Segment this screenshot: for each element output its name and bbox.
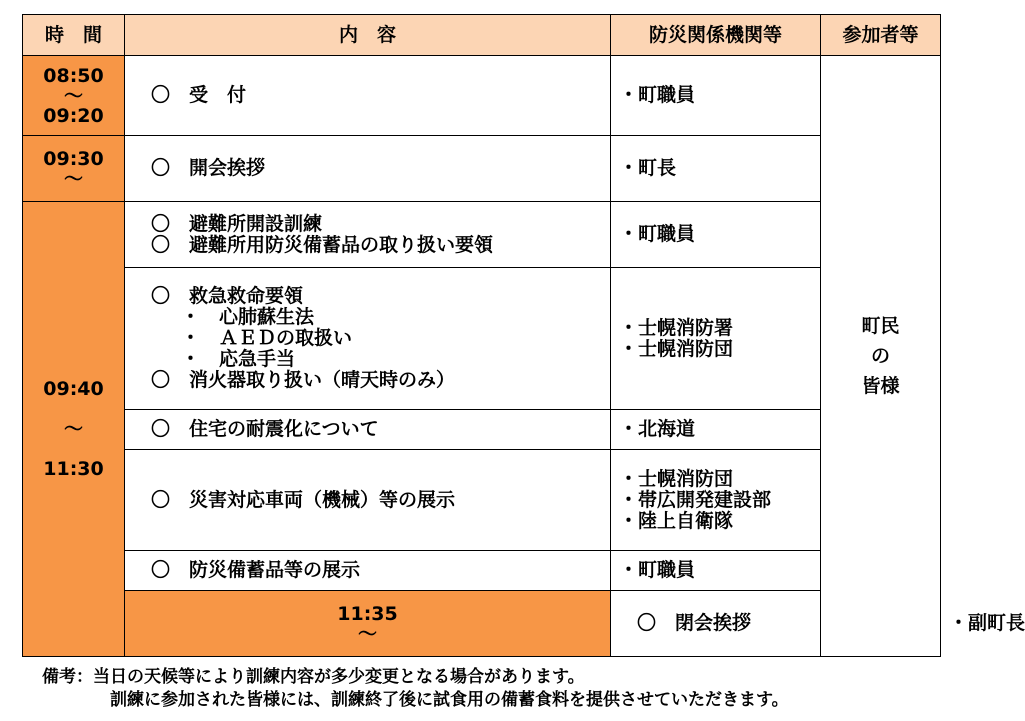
org-cell: ・士幌消防署 ・士幌消防団 — [611, 268, 821, 410]
participants-cell: 町民 の 皆様 — [821, 56, 941, 657]
header-row — [23, 15, 941, 56]
schedule-table — [22, 14, 1025, 657]
table-row: 11:35 ～ 〇 閉会挨拶 ・副町長 — [23, 591, 941, 657]
table-row — [23, 551, 941, 591]
time-cell: 09:30 ～ — [23, 136, 125, 202]
table-row — [23, 136, 941, 202]
content-cell: 〇 災害対応車両（機械）等の展示 — [125, 450, 611, 551]
table-row — [23, 268, 941, 410]
header-time: 時 間 — [23, 15, 125, 56]
table-row — [23, 56, 941, 136]
time-cell: 11:35 ～ — [125, 591, 611, 657]
content-cell: 〇 閉会挨拶 — [611, 591, 821, 657]
org-cell: ・北海道 — [611, 410, 821, 450]
content-cell: 〇 防災備蓄品等の展示 — [125, 551, 611, 591]
time-cell: 08:50 ～ 09:20 — [23, 56, 125, 136]
content-cell: 〇 住宅の耐震化について — [125, 410, 611, 450]
header-org: 防災関係機関等 — [611, 15, 821, 56]
header-content: 内 容 — [125, 15, 611, 56]
org-cell: ・士幌消防団 ・帯広開発建設部 ・陸上自衛隊 — [611, 450, 821, 551]
content-cell: 〇 避難所開設訓練 〇 避難所用防災備蓄品の取り扱い要領 — [125, 202, 611, 268]
table-row — [23, 202, 941, 268]
header-participants: 参加者等 — [821, 15, 941, 56]
notes-line-2: 訓練に参加された皆様には、訓練終了後に試食用の備蓄食料を提供させていただきます。 — [110, 690, 789, 710]
notes-line-1: 備考：当日の天候等により訓練内容が多少変更となる場合があります。 — [42, 667, 585, 687]
table-row — [23, 450, 941, 551]
content-cell: 〇 受 付 — [125, 56, 611, 136]
org-cell: ・町職員 — [611, 56, 821, 136]
time-cell: 09:40 ～ 11:30 — [23, 202, 125, 657]
content-cell: 〇 開会挨拶 — [125, 136, 611, 202]
org-cell: ・町長 — [611, 136, 821, 202]
table-row — [23, 410, 941, 450]
content-cell: 〇 救急救命要領 ・ 心肺蘇生法 ・ ＡＥＤの取扱い ・ 応急手当 〇 消火器取り扱い（晴天時のみ） — [125, 268, 611, 410]
org-cell: ・町職員 — [611, 202, 821, 268]
notes — [42, 666, 789, 712]
org-cell: ・町職員 — [611, 551, 821, 591]
